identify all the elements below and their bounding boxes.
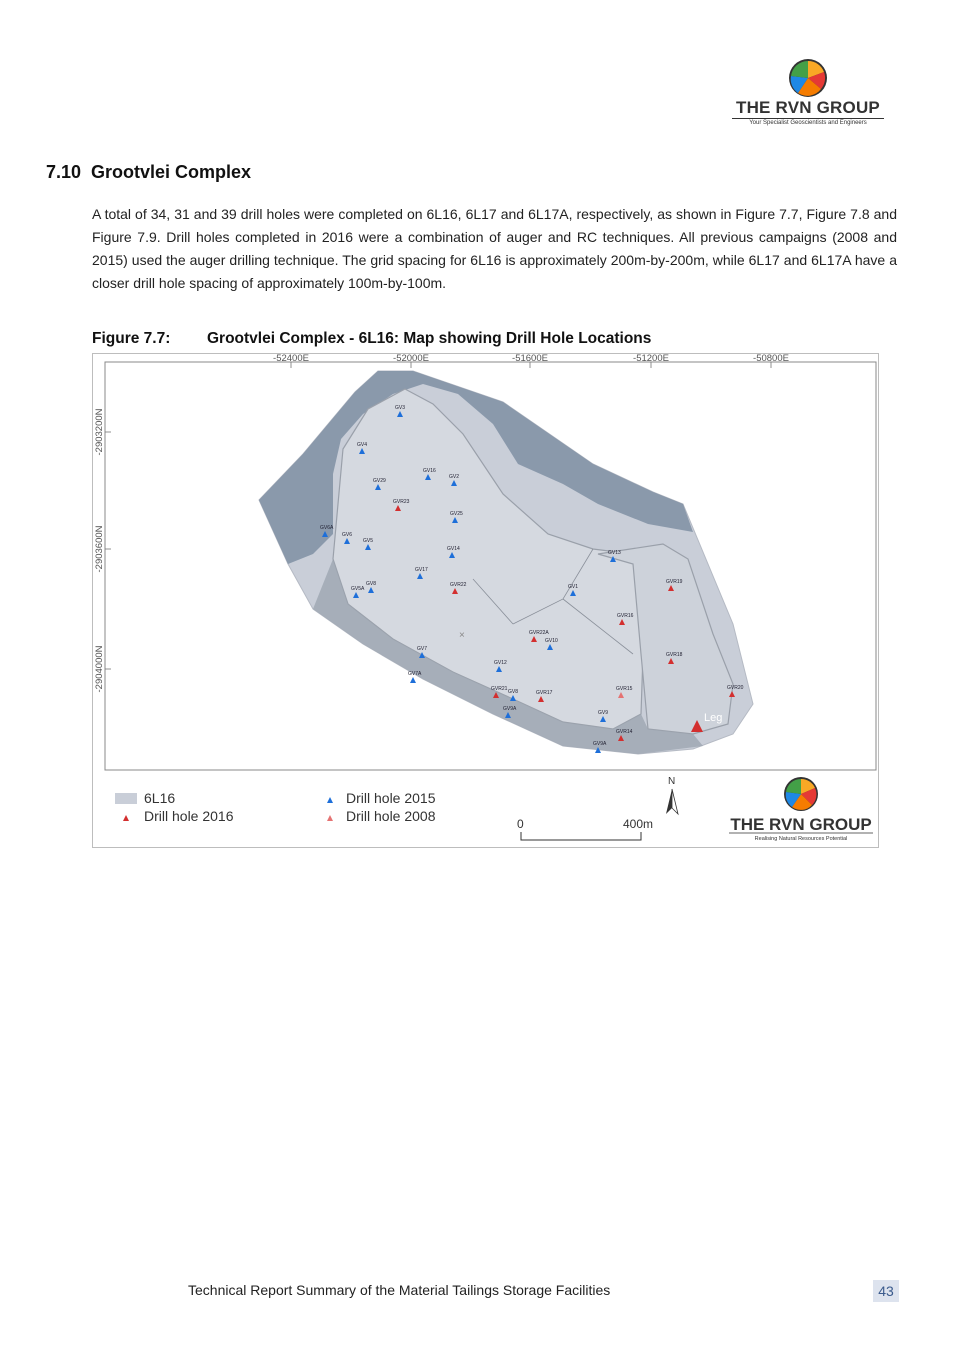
scale-end-label: 400m bbox=[623, 817, 654, 831]
x-tick-label: -52400E bbox=[273, 354, 309, 364]
x-tick-label: -52000E bbox=[393, 354, 429, 364]
figure-logo-tagline: Realising Natural Resources Potential bbox=[754, 836, 848, 842]
drill-hole-label: GVR19 bbox=[666, 579, 683, 585]
figure-logo-text: THE RVN GROUP bbox=[730, 815, 872, 834]
drill-hole-label: GVR17 bbox=[536, 690, 553, 696]
scale-bar bbox=[521, 832, 641, 840]
legend-2008-icon bbox=[327, 815, 333, 821]
y-tick-label: -2904000N bbox=[94, 645, 105, 693]
drill-hole-label: GVR15 bbox=[616, 686, 633, 692]
x-tick-label: -51200E bbox=[633, 354, 669, 364]
legend-2015-label: Drill hole 2015 bbox=[346, 790, 436, 806]
figure-logo-icon bbox=[784, 777, 818, 811]
page-number: 43 bbox=[873, 1280, 899, 1302]
section-number: 7.10 bbox=[46, 162, 82, 182]
legend-2016-label: Drill hole 2016 bbox=[144, 808, 234, 824]
section-heading bbox=[46, 162, 251, 183]
logo-tagline: Your Specialist Geoscientists and Engineers bbox=[749, 120, 867, 126]
drill-hole-label: GVR16 bbox=[617, 613, 634, 619]
drill-hole-label: GV12 bbox=[494, 660, 507, 666]
figure-title: Grootvlei Complex - 6L16: Map showing Drill Hole Locations bbox=[207, 330, 652, 347]
drill-hole-label: GV2 bbox=[449, 474, 460, 480]
legend-area-label: 6L16 bbox=[144, 790, 176, 806]
drill-hole-label: GV14 bbox=[447, 546, 460, 552]
x-tick-label: -50800E bbox=[753, 354, 789, 364]
legend-2015-icon bbox=[327, 797, 333, 803]
section-title: Grootvlei Complex bbox=[91, 162, 252, 182]
section-paragraph: A total of 34, 31 and 39 drill holes were completed on 6L16, 6L17 and 6L17A, respectively, as shown in Figure 7.7, Figure 7.8 and Figure 7.9. Drill holes completed in 2016 were a combination of auger and RC techniques. All previous campaigns (2008 and 2015) used the auger drilling technique. The grid spacing for 6L16 is approximately 200m-by-200m, while 6L17 and 6L17A have a closer drill hole spacing of approximately 100m-by-100m. bbox=[92, 206, 897, 291]
drill-hole-label: GV13 bbox=[608, 550, 621, 556]
drill-hole-label: GV5A bbox=[351, 586, 365, 592]
drill-hole-map bbox=[93, 354, 878, 847]
legend-2016-icon bbox=[123, 815, 129, 821]
drill-hole-label: GVR22A bbox=[529, 630, 549, 636]
drill-hole-label: GV10 bbox=[545, 638, 558, 644]
y-tick-label: -2903200N bbox=[94, 408, 105, 456]
north-label: N bbox=[668, 776, 676, 787]
drill-hole-label: GV6 bbox=[342, 532, 353, 538]
map-figure bbox=[92, 353, 879, 848]
header-logo bbox=[728, 58, 888, 132]
drill-hole-label: GV9A bbox=[593, 741, 607, 747]
drill-hole-label: GVR20 bbox=[727, 685, 744, 691]
drill-hole-label: GV7A bbox=[408, 671, 422, 677]
corner-label: Leg bbox=[704, 712, 723, 724]
drill-hole-label: GV8 bbox=[508, 689, 519, 695]
drill-hole-label: GV8 bbox=[366, 581, 377, 587]
drill-hole-label: GVR23 bbox=[393, 499, 410, 505]
scale-start-label: 0 bbox=[517, 817, 524, 831]
x-tick-label: -51600E bbox=[512, 354, 548, 364]
drill-hole-label: GV25 bbox=[450, 511, 463, 517]
drill-hole-label: GV1 bbox=[568, 584, 579, 590]
drill-hole-label: GVR14 bbox=[616, 729, 633, 735]
drill-hole-label: GV4 bbox=[357, 442, 368, 448]
drill-hole-label: GV5 bbox=[363, 538, 374, 544]
drill-hole-label: GV3 bbox=[395, 405, 406, 411]
drill-hole-label: GVR18 bbox=[666, 652, 683, 658]
figure-caption bbox=[92, 330, 651, 348]
drill-hole-label: GV29 bbox=[373, 478, 386, 484]
drill-hole-label: GV9 bbox=[598, 710, 609, 716]
logo-text: THE RVN GROUP bbox=[736, 98, 880, 117]
footer-text: Technical Report Summary of the Material Tailings Storage Facilities bbox=[188, 1282, 611, 1298]
legend-area-swatch bbox=[115, 793, 137, 804]
drill-hole-label: GV7 bbox=[417, 646, 428, 652]
drill-hole-label: GVR21 bbox=[491, 686, 508, 692]
drill-hole-label: GV17 bbox=[415, 567, 428, 573]
logo-divider bbox=[732, 118, 884, 119]
drill-hole-label: GV6A bbox=[320, 525, 334, 531]
figure-number: Figure 7.7: bbox=[92, 330, 171, 347]
logo-emblem-icon bbox=[728, 58, 888, 100]
drill-hole-label: GV16 bbox=[423, 468, 436, 474]
drill-hole-label: GV9A bbox=[503, 706, 517, 712]
north-arrow-icon bbox=[666, 789, 672, 814]
centroid-mark: × bbox=[459, 630, 465, 641]
legend-2008-label: Drill hole 2008 bbox=[346, 808, 436, 824]
y-tick-label: -2903600N bbox=[94, 525, 105, 573]
drill-hole-label: GVR22 bbox=[450, 582, 467, 588]
